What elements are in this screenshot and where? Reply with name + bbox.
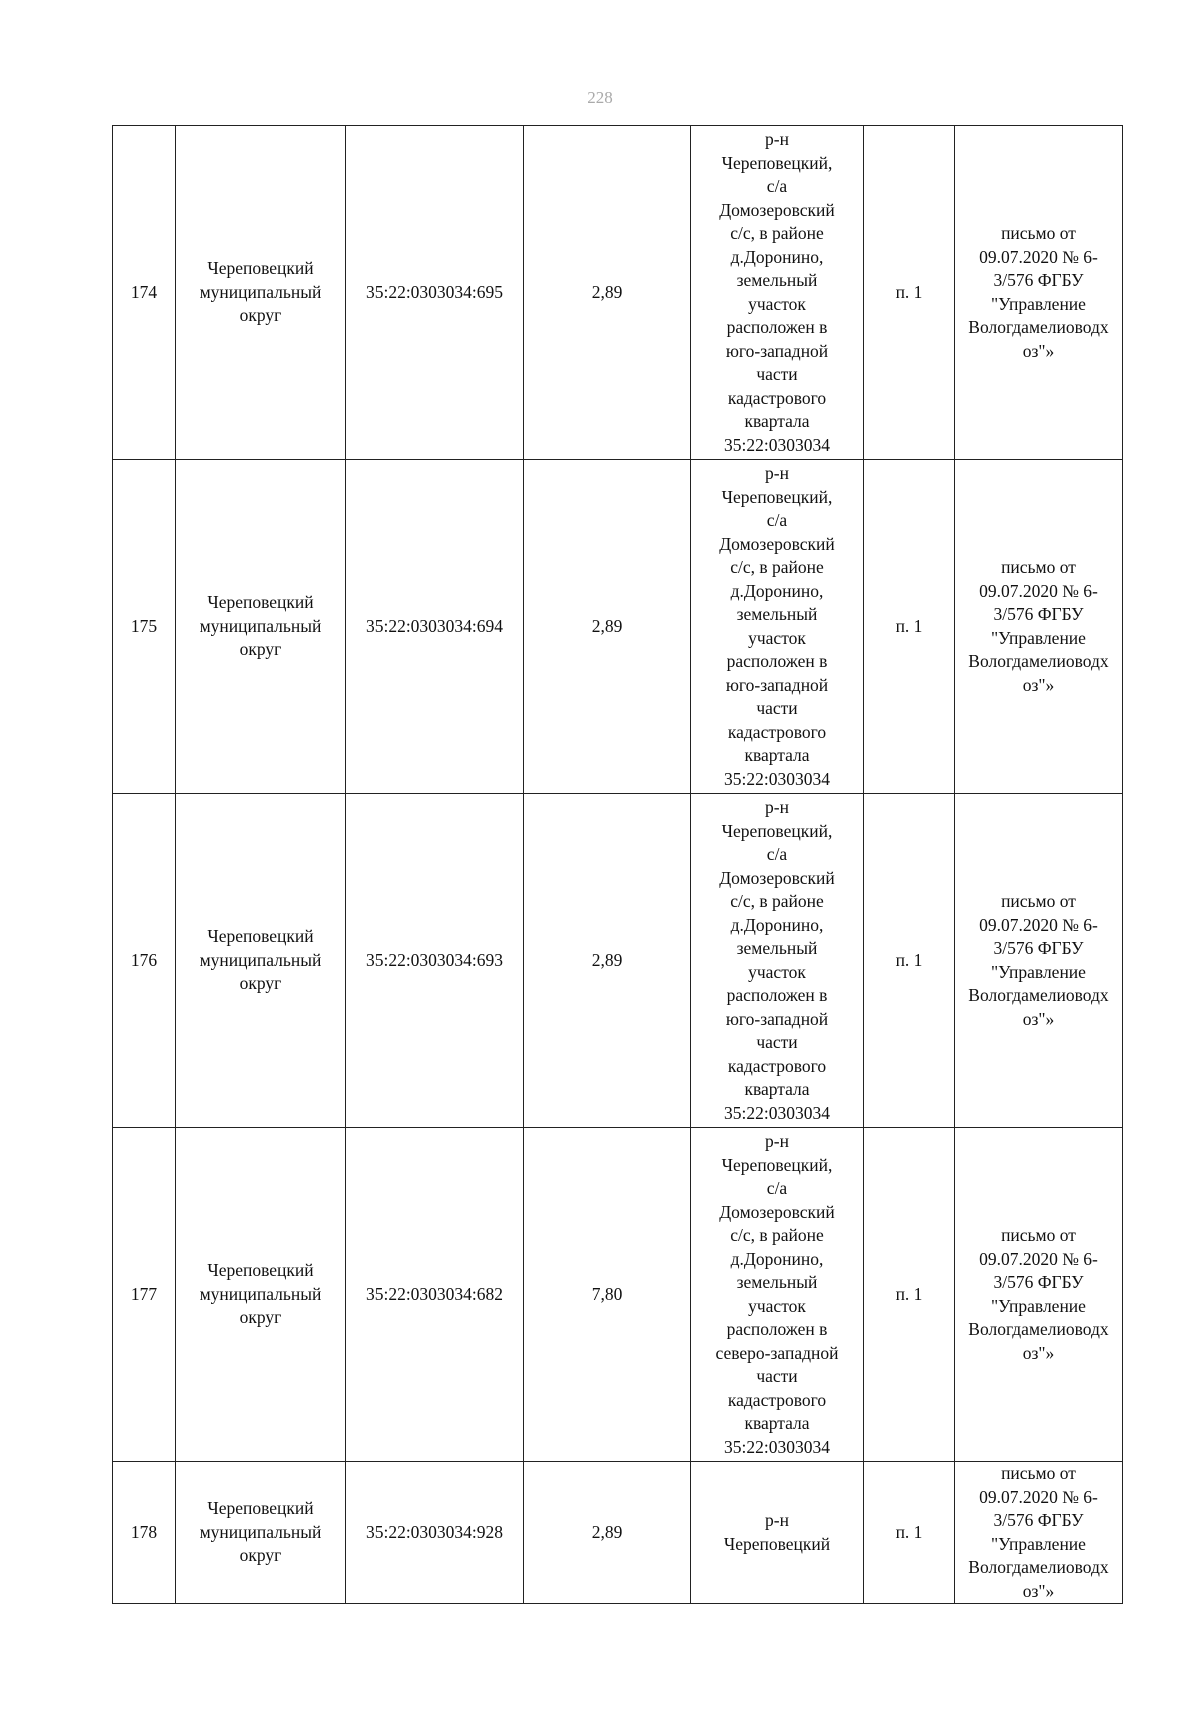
district-line: Череповецкий <box>207 592 314 613</box>
address-line: р-н <box>765 1131 789 1151</box>
address-line: 35:22:0303034 <box>724 434 830 455</box>
address-line: части <box>756 698 798 718</box>
basis-line: письмо от <box>1001 223 1076 243</box>
address-line: р-н <box>765 1510 789 1530</box>
basis-line: 09.07.2020 № 6- <box>979 1248 1098 1269</box>
row-number-cell: 176 <box>113 794 176 1128</box>
table-row <box>113 794 1123 1128</box>
row-number-cell: 175 <box>113 460 176 794</box>
address-cell <box>691 1128 864 1462</box>
basis-line: письмо от <box>1001 891 1076 911</box>
address-line: с/с, в районе <box>730 891 824 911</box>
district-line: муниципальный <box>199 281 322 302</box>
basis-line: "Управление <box>991 1295 1086 1316</box>
address-line: 35:22:0303034 <box>724 768 830 789</box>
basis-line: 09.07.2020 № 6- <box>979 246 1098 267</box>
address-line: юго-западной <box>725 340 829 361</box>
address-line: расположен в <box>726 651 828 671</box>
basis-line: "Управление <box>991 293 1086 314</box>
basis-line: оз"» <box>1022 674 1055 695</box>
land-registry-table <box>112 125 1123 1604</box>
address-line: Череповецкий, <box>721 820 833 841</box>
basis-line: 3/576 ФГБУ <box>993 270 1084 290</box>
address-line: расположен в <box>726 1319 828 1339</box>
district-line: округ <box>239 1545 282 1566</box>
district-cell <box>176 794 346 1128</box>
address-cell <box>691 460 864 794</box>
address-line: р-н <box>765 129 789 149</box>
basis-line: письмо от <box>1001 557 1076 577</box>
address-line: д.Доронино, <box>730 580 824 601</box>
district-cell <box>176 460 346 794</box>
basis-line: 3/576 ФГБУ <box>993 604 1084 624</box>
district-cell <box>176 1462 346 1604</box>
basis-line: 09.07.2020 № 6- <box>979 580 1098 601</box>
district-cell <box>176 126 346 460</box>
address-line: с/с, в районе <box>730 557 824 577</box>
district-cell <box>176 1128 346 1462</box>
address-line: юго-западной <box>725 674 829 695</box>
address-line: д.Доронино, <box>730 1248 824 1269</box>
basis-line: Вологдамелиоводх <box>968 985 1109 1005</box>
basis-line: оз"» <box>1022 340 1055 361</box>
district-line: муниципальный <box>199 949 322 970</box>
district-line: округ <box>239 305 282 326</box>
area-cell: 2,89 <box>524 126 691 460</box>
basis-cell <box>955 126 1123 460</box>
address-line: квартала <box>744 1413 810 1433</box>
item-cell: п. 1 <box>864 460 955 794</box>
address-line: кадастрового <box>727 387 827 408</box>
address-line: кадастрового <box>727 1055 827 1076</box>
basis-cell <box>955 460 1123 794</box>
address-line: кадастрового <box>727 721 827 742</box>
address-line: Череповецкий <box>723 1533 831 1554</box>
table-body <box>113 126 1123 1604</box>
address-line: Домозеровский <box>719 867 835 888</box>
basis-line: 3/576 ФГБУ <box>993 1272 1084 1292</box>
cadastral-number-cell: 35:22:0303034:682 <box>346 1128 524 1462</box>
item-cell: п. 1 <box>864 1128 955 1462</box>
address-cell <box>691 1462 864 1604</box>
basis-cell <box>955 1128 1123 1462</box>
basis-line: Вологдамелиоводх <box>968 651 1109 671</box>
address-line: с/с, в районе <box>730 223 824 243</box>
district-line: муниципальный <box>199 615 322 636</box>
area-cell: 2,89 <box>524 1462 691 1604</box>
address-line: части <box>756 364 798 384</box>
address-line: квартала <box>744 745 810 765</box>
cadastral-number-cell: 35:22:0303034:694 <box>346 460 524 794</box>
address-line: расположен в <box>726 985 828 1005</box>
address-line: Домозеровский <box>719 199 835 220</box>
item-cell: п. 1 <box>864 1462 955 1604</box>
basis-line: письмо от <box>1001 1225 1076 1245</box>
address-line: Череповецкий, <box>721 486 833 507</box>
address-line: части <box>756 1032 798 1052</box>
address-line: части <box>756 1366 798 1386</box>
basis-line: Вологдамелиоводх <box>968 1557 1109 1577</box>
address-line: Домозеровский <box>719 533 835 554</box>
address-line: земельный <box>736 938 818 958</box>
basis-line: Вологдамелиоводх <box>968 1319 1109 1339</box>
address-line: участок <box>748 1295 806 1316</box>
basis-line: "Управление <box>991 1533 1086 1554</box>
district-line: Череповецкий <box>207 1260 314 1281</box>
address-line: расположен в <box>726 317 828 337</box>
address-line: 35:22:0303034 <box>724 1436 830 1457</box>
address-line: с/а <box>766 844 788 864</box>
address-line: Череповецкий, <box>721 152 833 173</box>
district-line: округ <box>239 1307 282 1328</box>
address-line: северо-западной <box>715 1342 839 1363</box>
table-row <box>113 1462 1123 1604</box>
address-line: кадастрового <box>727 1389 827 1410</box>
basis-line: Вологдамелиоводх <box>968 317 1109 337</box>
basis-line: 09.07.2020 № 6- <box>979 1486 1098 1507</box>
basis-line: "Управление <box>991 961 1086 982</box>
area-cell: 2,89 <box>524 460 691 794</box>
row-number-cell: 174 <box>113 126 176 460</box>
row-number-cell: 177 <box>113 1128 176 1462</box>
table-row <box>113 1128 1123 1462</box>
table-row <box>113 460 1123 794</box>
district-line: округ <box>239 973 282 994</box>
address-line: Домозеровский <box>719 1201 835 1222</box>
district-line: Череповецкий <box>207 926 314 947</box>
basis-line: "Управление <box>991 627 1086 648</box>
basis-line: 3/576 ФГБУ <box>993 938 1084 958</box>
address-line: участок <box>748 627 806 648</box>
address-line: Череповецкий, <box>721 1154 833 1175</box>
address-cell <box>691 126 864 460</box>
basis-cell <box>955 794 1123 1128</box>
basis-line: письмо от <box>1001 1463 1076 1483</box>
basis-cell <box>955 1462 1123 1604</box>
address-line: земельный <box>736 604 818 624</box>
address-line: квартала <box>744 411 810 431</box>
basis-line: оз"» <box>1022 1342 1055 1363</box>
area-cell: 7,80 <box>524 1128 691 1462</box>
cadastral-number-cell: 35:22:0303034:928 <box>346 1462 524 1604</box>
address-line: земельный <box>736 270 818 290</box>
district-line: Череповецкий <box>207 1498 314 1519</box>
address-cell <box>691 794 864 1128</box>
address-line: д.Доронино, <box>730 914 824 935</box>
address-line: р-н <box>765 463 789 483</box>
item-cell: п. 1 <box>864 794 955 1128</box>
row-number-cell: 178 <box>113 1462 176 1604</box>
address-line: с/а <box>766 176 788 196</box>
item-cell: п. 1 <box>864 126 955 460</box>
address-line: с/с, в районе <box>730 1225 824 1245</box>
address-line: земельный <box>736 1272 818 1292</box>
cadastral-number-cell: 35:22:0303034:695 <box>346 126 524 460</box>
address-line: 35:22:0303034 <box>724 1102 830 1123</box>
district-line: муниципальный <box>199 1283 322 1304</box>
address-line: участок <box>748 293 806 314</box>
district-line: Череповецкий <box>207 258 314 279</box>
address-line: р-н <box>765 797 789 817</box>
address-line: д.Доронино, <box>730 246 824 267</box>
table-row <box>113 126 1123 460</box>
area-cell: 2,89 <box>524 794 691 1128</box>
basis-line: оз"» <box>1022 1008 1055 1029</box>
basis-line: оз"» <box>1022 1580 1055 1601</box>
address-line: участок <box>748 961 806 982</box>
address-line: квартала <box>744 1079 810 1099</box>
district-line: муниципальный <box>199 1521 322 1542</box>
address-line: с/а <box>766 510 788 530</box>
page-number: 228 <box>587 88 613 107</box>
address-line: юго-западной <box>725 1008 829 1029</box>
district-line: округ <box>239 639 282 660</box>
basis-line: 3/576 ФГБУ <box>993 1510 1084 1530</box>
basis-line: 09.07.2020 № 6- <box>979 914 1098 935</box>
address-line: с/а <box>766 1178 788 1198</box>
cadastral-number-cell: 35:22:0303034:693 <box>346 794 524 1128</box>
